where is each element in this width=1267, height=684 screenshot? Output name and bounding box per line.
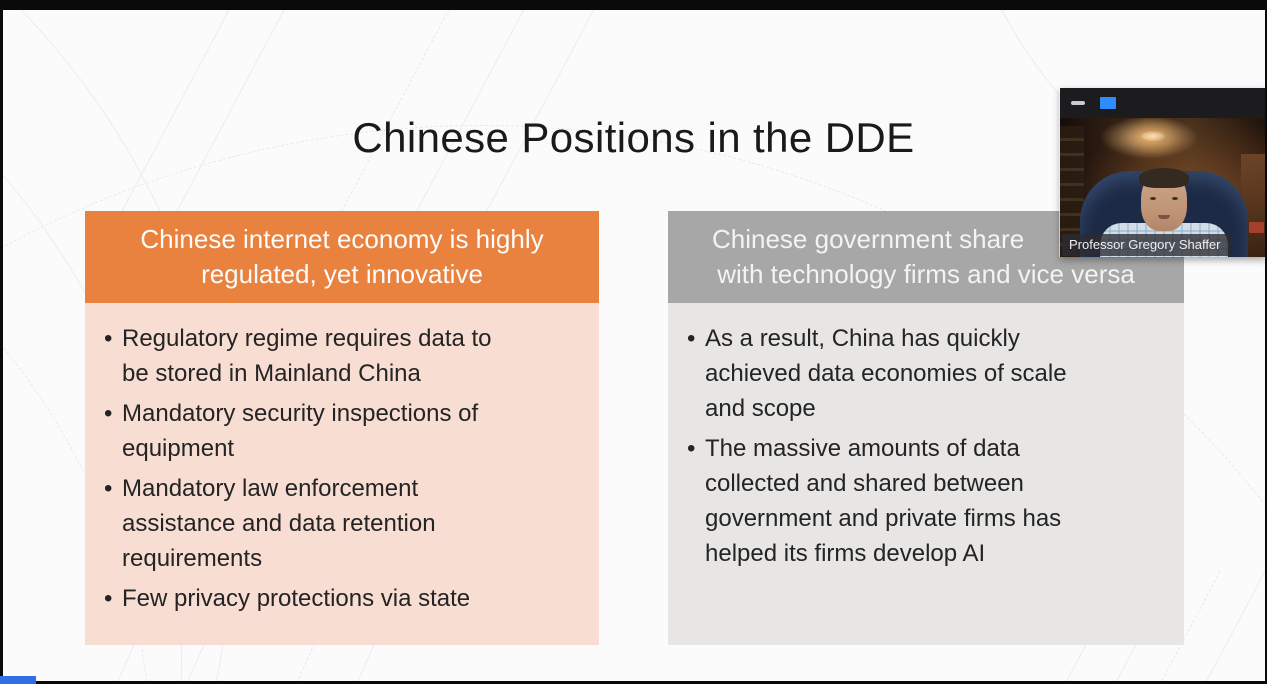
red-books <box>1249 222 1264 233</box>
bullet-text: Regulatory regime requires data to be stored in Mainland China <box>122 325 492 387</box>
left-panel <box>85 211 599 645</box>
webcam-video-feed <box>1060 118 1267 257</box>
bullet-item <box>687 431 1160 571</box>
bullet-item <box>104 396 575 466</box>
bullet-item <box>104 471 575 576</box>
left-panel-body <box>85 303 599 645</box>
bullet-item <box>687 321 1160 426</box>
bullet-item <box>104 581 575 616</box>
right-panel-body <box>668 303 1184 645</box>
bullet-marker: • <box>104 585 113 612</box>
bullet-text: As a result, China has quickly achieved data economies of scale and scope <box>705 325 1067 422</box>
webcam-titlebar[interactable] <box>1060 88 1267 118</box>
header-line: with technology firms and vice versa <box>717 259 1135 289</box>
person-eye <box>1150 197 1156 200</box>
bullet-list <box>668 303 1184 571</box>
bullet-marker: • <box>687 435 696 462</box>
participant-name-badge: Professor Gregory Shaffer <box>1062 234 1231 256</box>
minimize-icon[interactable] <box>1071 101 1085 105</box>
bullet-marker: • <box>687 325 696 352</box>
bullet-item <box>104 321 575 391</box>
restore-icon[interactable] <box>1100 97 1116 109</box>
right-panel <box>668 211 1184 645</box>
header-line: Chinese internet economy is highly <box>140 224 544 254</box>
bullet-marker: • <box>104 325 113 352</box>
ceiling-light <box>1141 131 1165 141</box>
bottom-blue-accent-bar <box>0 676 36 684</box>
person-hair <box>1139 168 1189 188</box>
bullet-text: Mandatory law enforcement assistance and data retention requirements <box>122 475 436 572</box>
person-mouth <box>1158 215 1170 219</box>
bullet-marker: • <box>104 400 113 427</box>
slide-title: Chinese Positions in the DDE <box>352 114 915 161</box>
screen-frame-left <box>0 0 3 684</box>
header-line: Chinese government share <box>712 224 1025 254</box>
person-head <box>1141 171 1187 231</box>
person-eye <box>1172 197 1178 200</box>
bullet-text: Few privacy protections via state <box>122 585 471 612</box>
left-panel-header <box>85 211 599 303</box>
bullet-marker: • <box>104 475 113 502</box>
bullet-text: Mandatory security inspections of equipment <box>122 400 479 462</box>
header-line: regulated, yet innovative <box>201 259 483 289</box>
bullet-text: The massive amounts of data collected and shared between government and private firms has helped its firms develop AI <box>705 435 1062 567</box>
webcam-window[interactable] <box>1060 88 1267 257</box>
bullet-list <box>85 303 599 616</box>
screen-frame-top <box>0 0 1267 10</box>
